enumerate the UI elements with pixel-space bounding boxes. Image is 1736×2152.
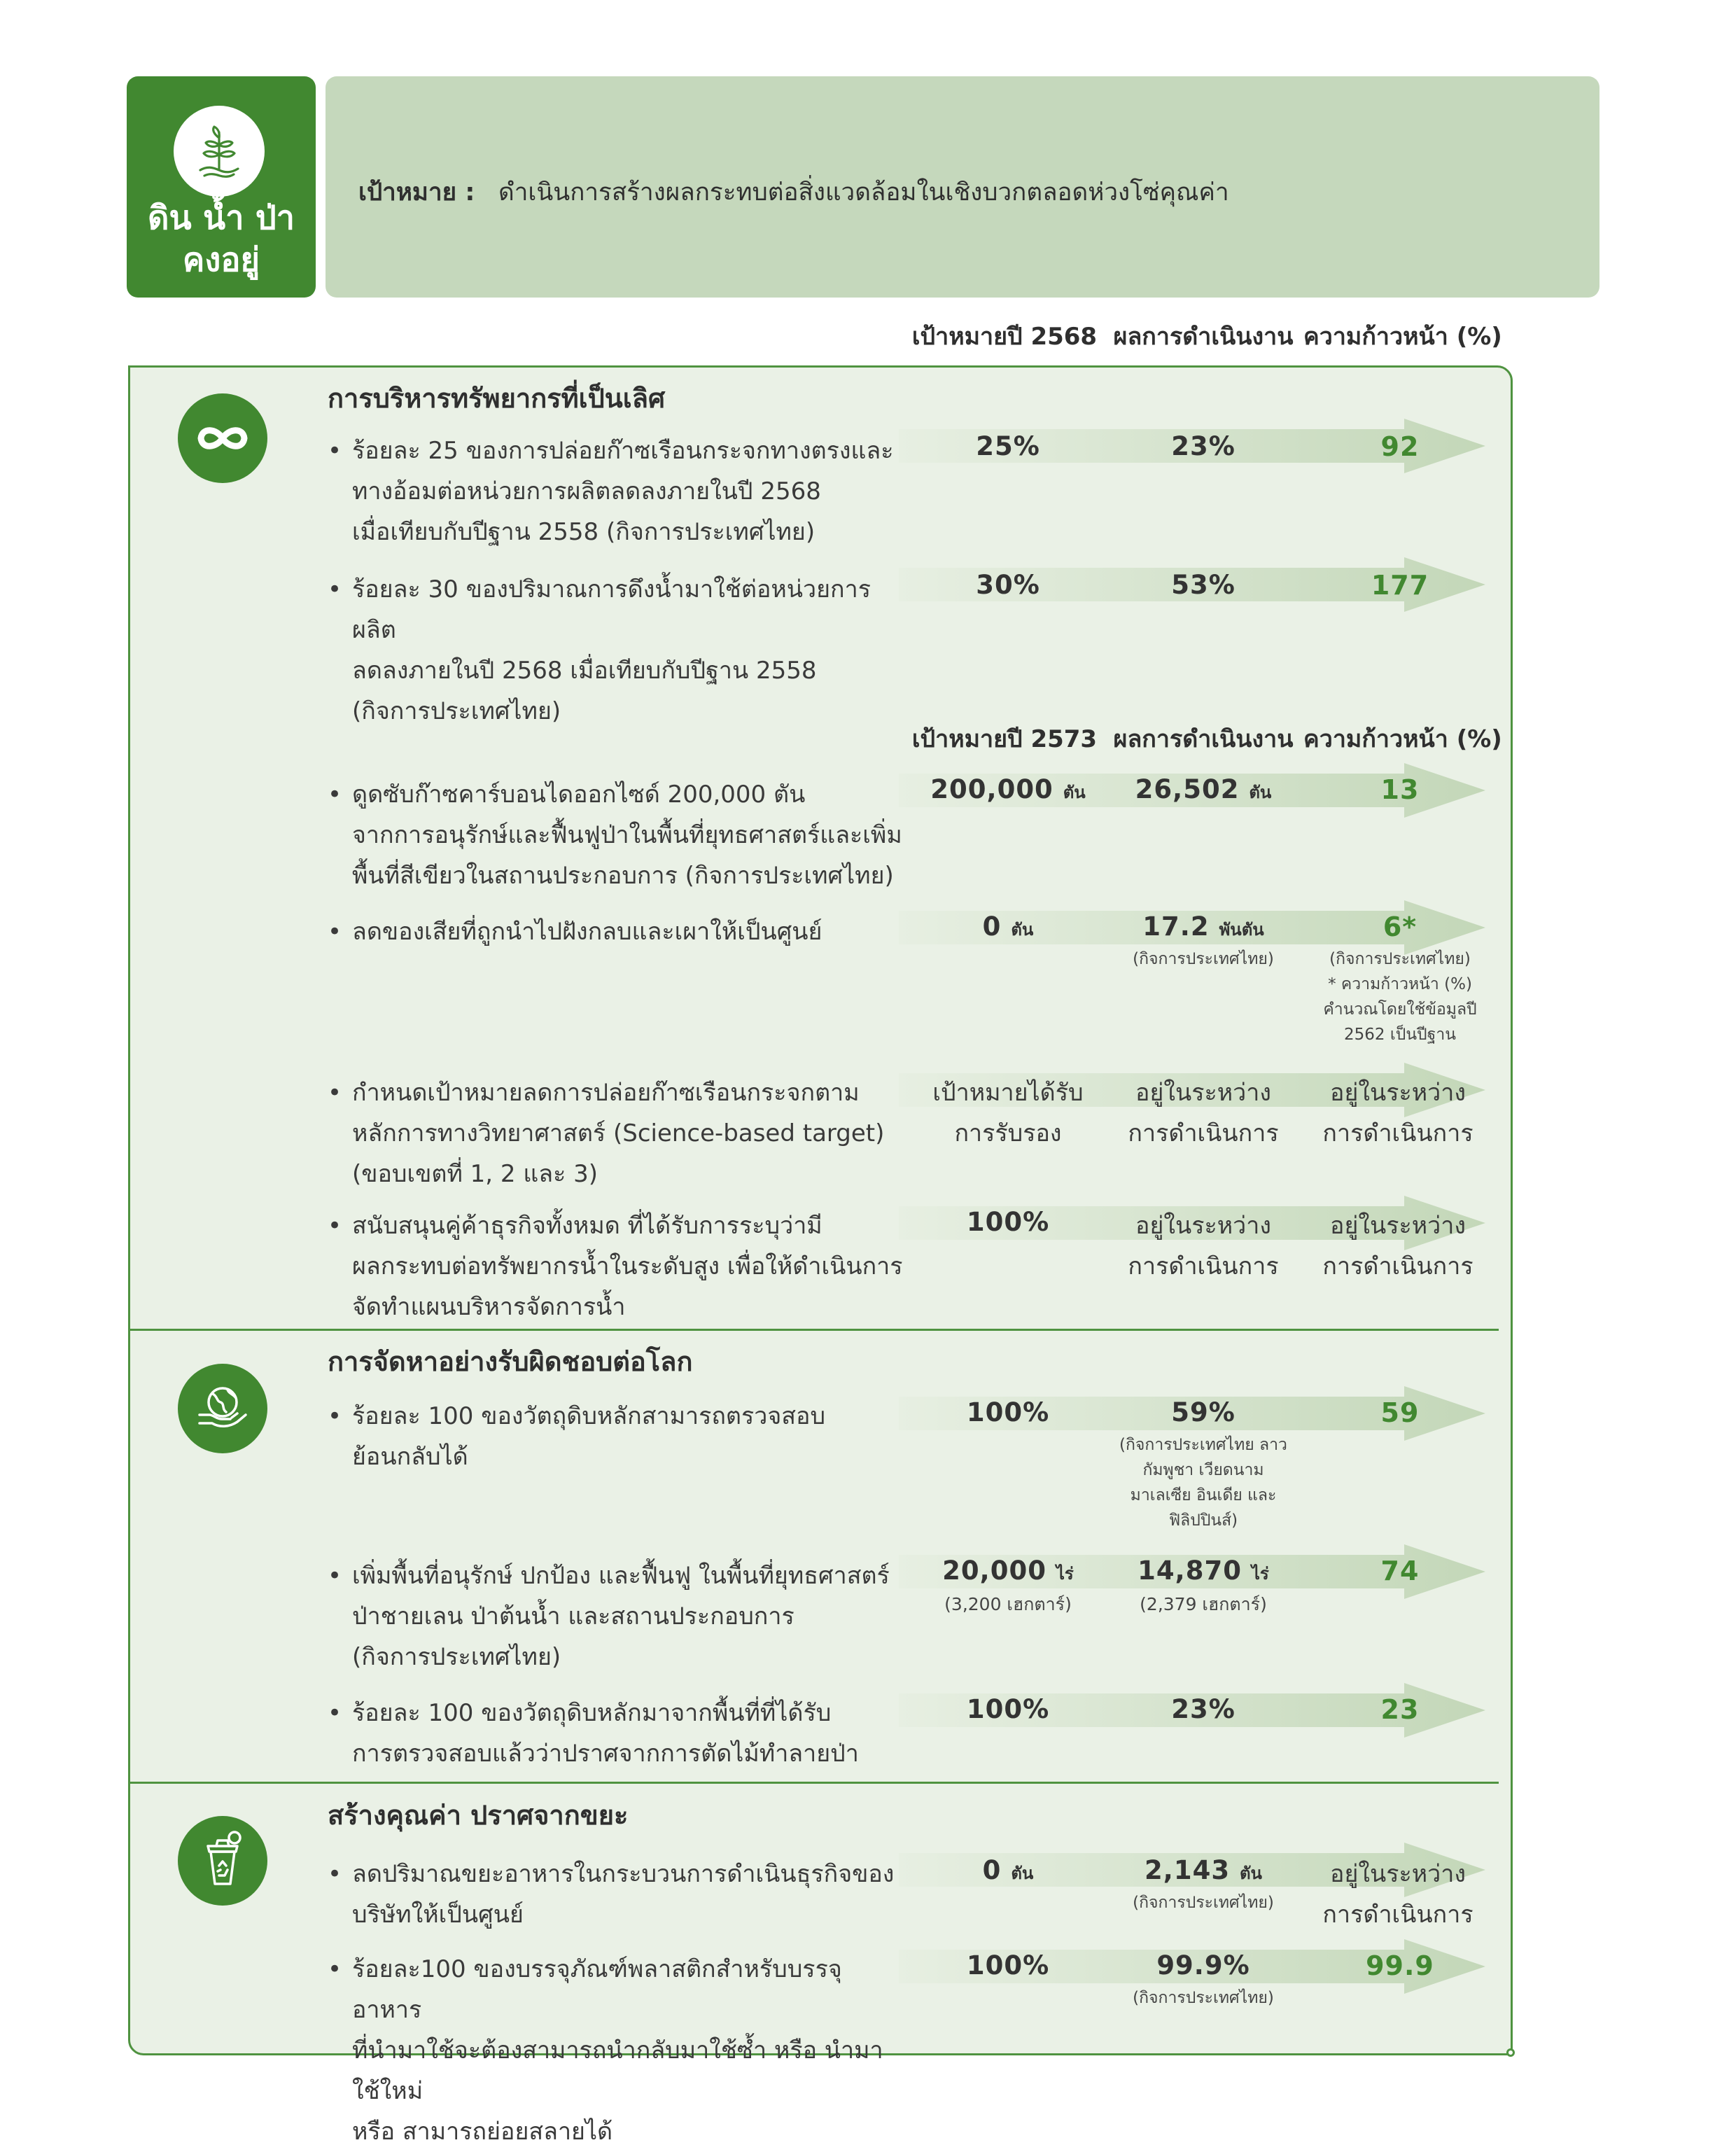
description-line: สนับสนุนคู่ค้าธุรกิจทั้งหมด ที่ได้รับการระบุว่ามี bbox=[352, 1212, 822, 1240]
column-header-progress: ความก้าวหน้า (%) bbox=[1303, 725, 1502, 753]
target-value: 100% bbox=[966, 1694, 1050, 1724]
description-line: หรือ สามารถย่อยสลายได้ bbox=[352, 2118, 613, 2146]
result-note bbox=[1112, 946, 1295, 972]
description-line: บริษัทให้เป็นศูนย์ bbox=[352, 1901, 524, 1929]
target-number: 20,000 bbox=[942, 1556, 1046, 1586]
description-line: ดูดซับก๊าซคาร์บอนไดออกไซด์ 200,000 ตัน bbox=[352, 781, 806, 809]
target-description bbox=[352, 1693, 905, 1774]
progress-value: 23 bbox=[1380, 1694, 1420, 1725]
status-line: อยู่ในระหว่าง bbox=[1330, 1212, 1466, 1240]
result-value: 23% bbox=[1171, 1694, 1236, 1724]
target-description bbox=[352, 911, 905, 952]
target-description bbox=[352, 569, 905, 732]
progress-value: 6* bbox=[1382, 911, 1418, 942]
result-unit: ไร่ bbox=[1251, 1564, 1269, 1584]
description-line: ลดลงภายในปี 2568 เมื่อเทียบกับปีฐาน 2558 bbox=[352, 657, 817, 685]
result-note bbox=[1105, 1432, 1302, 1533]
progress-value: 177 bbox=[1371, 570, 1429, 601]
bullet: • bbox=[328, 1699, 342, 1727]
result-status bbox=[1112, 1206, 1295, 1287]
description-line: (ขอบเขตที่ 1, 2 และ 3) bbox=[352, 1160, 598, 1188]
progress-status bbox=[1303, 1206, 1492, 1287]
description-line: จัดทำแผนบริหารจัดการน้ำ bbox=[352, 1293, 626, 1321]
description-line: ลดปริมาณขยะอาหารในกระบวนการดำเนินธุรกิจของ bbox=[352, 1860, 895, 1888]
description-line: ที่นำมาใช้จะต้องสามารถนำกลับมาใช้ซ้ำ หรือ นำมาใช้ใหม่ bbox=[352, 2036, 883, 2105]
result-number: 14,870 bbox=[1138, 1556, 1242, 1586]
result-value: 59% bbox=[1171, 1397, 1236, 1427]
column-header-target-2573: เป้าหมายปี 2573 bbox=[911, 725, 1098, 753]
section-title-responsible-sourcing: การจัดหาอย่างรับผิดชอบต่อโลก bbox=[328, 1346, 693, 1377]
description-line: ผลกระทบต่อทรัพยากรน้ำในระดับสูง เพื่อให้ดำเนินการ bbox=[352, 1252, 903, 1280]
target-unit: ตัน bbox=[1011, 1864, 1034, 1883]
result-number: 2,143 bbox=[1144, 1855, 1231, 1885]
description-line: เพิ่มพื้นที่อนุรักษ์ ปกป้อง และฟื้นฟู ในพื้นที่ยุทธศาสตร์ bbox=[352, 1562, 890, 1590]
result-value bbox=[1112, 774, 1295, 806]
status-line: การดำเนินการ bbox=[1128, 1119, 1279, 1147]
bullet: • bbox=[328, 1402, 342, 1430]
status-line: การดำเนินการ bbox=[1128, 1252, 1279, 1280]
target-unit: ไร่ bbox=[1056, 1564, 1074, 1584]
target-number: 0 bbox=[982, 1855, 1002, 1885]
result-value: 53% bbox=[1171, 570, 1236, 600]
result-note: (กิจการประเทศไทย) bbox=[1133, 1989, 1274, 2007]
section-divider bbox=[128, 1329, 1499, 1331]
status-line: อยู่ในระหว่าง bbox=[1330, 1860, 1466, 1888]
result-note: (กิจการประเทศไทย) bbox=[1133, 1894, 1274, 1912]
target-description bbox=[352, 774, 905, 896]
infinity-icon bbox=[178, 393, 267, 483]
description-line: พื้นที่สีเขียวในสถานประกอบการ (กิจการประเทศไทย) bbox=[352, 862, 894, 890]
description-line: ป่าชายเลน ป่าต้นน้ำ และสถานประกอบการ bbox=[352, 1602, 794, 1630]
bullet: • bbox=[328, 1562, 342, 1590]
target-description bbox=[352, 1556, 905, 1677]
target-value: 25% bbox=[976, 431, 1040, 461]
bullet: • bbox=[328, 1860, 342, 1888]
target-value: 100% bbox=[966, 1207, 1050, 1237]
target-value bbox=[910, 1855, 1106, 1887]
column-header-result: ผลการดำเนินงาน bbox=[1113, 323, 1294, 351]
bullet: • bbox=[328, 437, 342, 465]
target-description bbox=[352, 1206, 905, 1327]
result-unit: พันตัน bbox=[1219, 920, 1264, 939]
target-value bbox=[910, 774, 1106, 806]
section-title-zero-waste: สร้างคุณค่า ปราศจากขยะ bbox=[328, 1800, 629, 1831]
progress-status bbox=[1303, 1072, 1492, 1154]
status-line: เป้าหมายได้รับ bbox=[932, 1079, 1084, 1107]
target-description bbox=[352, 431, 905, 552]
progress-value: 59 bbox=[1380, 1397, 1420, 1428]
description-line: จากการอนุรักษ์และฟื้นฟูป่าในพื้นที่ยุทธศาสตร์และเพิ่ม bbox=[352, 821, 902, 849]
result-value: 23% bbox=[1171, 431, 1236, 461]
badge-title-line2: คงอยู่ bbox=[182, 241, 260, 279]
result-number: 17.2 bbox=[1142, 911, 1210, 942]
note-line: (กิจการประเทศไทย) bbox=[1133, 950, 1274, 968]
note-line: (กิจการประเทศไทย) bbox=[1329, 950, 1471, 968]
result-number: 26,502 bbox=[1135, 774, 1240, 804]
progress-value: 99.9 bbox=[1366, 1950, 1434, 1981]
description-line: กำหนดเป้าหมายลดการปล่อยก๊าซเรือนกระจกตาม bbox=[352, 1079, 860, 1107]
result-note: (2,379 เฮกตาร์) bbox=[1140, 1594, 1267, 1614]
globe-in-hand-icon bbox=[178, 1364, 267, 1453]
bullet: • bbox=[328, 1955, 342, 1983]
column-header-target-2568: เป้าหมายปี 2568 bbox=[911, 323, 1098, 351]
target-status bbox=[910, 1072, 1106, 1154]
status-line: อยู่ในระหว่าง bbox=[1330, 1079, 1466, 1107]
progress-value: 92 bbox=[1380, 431, 1420, 462]
target-value: 100% bbox=[966, 1397, 1050, 1427]
column-header-progress: ความก้าวหน้า (%) bbox=[1303, 323, 1502, 351]
bullet: • bbox=[328, 781, 342, 809]
note-line: มาเลเซีย อินเดีย และ bbox=[1130, 1486, 1277, 1504]
result-unit: ตัน bbox=[1239, 1864, 1262, 1883]
section-divider bbox=[128, 1782, 1499, 1784]
status-line: การดำเนินการ bbox=[1322, 1901, 1474, 1929]
result-status bbox=[1112, 1072, 1295, 1154]
description-line: ร้อยละ 25 ของการปล่อยก๊าซเรือนกระจกทางตรงและ bbox=[352, 437, 894, 465]
target-note: (3,200 เฮกตาร์) bbox=[944, 1594, 1072, 1614]
result-value bbox=[1112, 1855, 1295, 1887]
target-description bbox=[352, 1072, 905, 1194]
panel-corner-dot bbox=[1506, 2048, 1515, 2057]
target-description bbox=[352, 1949, 905, 2152]
target-value: 30% bbox=[976, 570, 1040, 600]
target-number: 200,000 bbox=[930, 774, 1054, 804]
bullet: • bbox=[328, 575, 342, 603]
description-line: ร้อยละ 30 ของปริมาณการดึงน้ำมาใช้ต่อหน่วยการผลิต bbox=[352, 575, 871, 644]
progress-value: 13 bbox=[1380, 774, 1420, 805]
progress-value: 74 bbox=[1380, 1556, 1420, 1586]
target-value bbox=[910, 911, 1106, 943]
description-line: ทางอ้อมต่อหน่วยการผลิตลดลงภายในปี 2568 bbox=[352, 477, 821, 505]
section-title-resource-management: การบริหารทรัพยากรที่เป็นเลิศ bbox=[328, 383, 666, 414]
status-line: การรับรอง bbox=[954, 1119, 1062, 1147]
target-unit: ตัน bbox=[1063, 783, 1086, 802]
target-value bbox=[910, 1556, 1106, 1587]
progress-status bbox=[1303, 1854, 1492, 1935]
result-unit: ตัน bbox=[1249, 783, 1272, 802]
badge-title-line1: ดิน น้ำ ป่า bbox=[147, 199, 295, 237]
badge-title bbox=[127, 197, 316, 281]
description-line: ร้อยละ 100 ของวัตถุดิบหลักสามารถตรวจสอบ bbox=[352, 1402, 826, 1430]
description-line: (กิจการประเทศไทย) bbox=[352, 1643, 561, 1671]
status-line: การดำเนินการ bbox=[1322, 1119, 1474, 1147]
target-description bbox=[352, 1396, 905, 1477]
plant-icon bbox=[174, 106, 265, 197]
status-line: อยู่ในระหว่าง bbox=[1135, 1212, 1271, 1240]
result-value: 99.9% bbox=[1156, 1950, 1250, 1980]
goal-text: ดำเนินการสร้างผลกระทบต่อสิ่งแวดล้อมในเชิงบวกตลอดห่วงโซ่คุณค่า bbox=[498, 179, 1229, 207]
target-description bbox=[352, 1854, 905, 1935]
progress-note bbox=[1302, 946, 1498, 1047]
note-line: 2562 เป็นปีฐาน bbox=[1344, 1026, 1456, 1044]
description-line: เมื่อเทียบกับปีฐาน 2558 (กิจการประเทศไทย) bbox=[352, 518, 816, 546]
note-line: (กิจการประเทศไทย ลาว bbox=[1119, 1436, 1287, 1454]
target-number: 0 bbox=[982, 911, 1002, 942]
result-value bbox=[1112, 911, 1295, 943]
description-line: ลดของเสียที่ถูกนำไปฝังกลบและเผาให้เป็นศูนย์ bbox=[352, 918, 822, 946]
status-line: อยู่ในระหว่าง bbox=[1135, 1079, 1271, 1107]
target-unit: ตัน bbox=[1011, 920, 1034, 939]
note-line: กัมพูชา เวียดนาม bbox=[1142, 1461, 1264, 1479]
bullet: • bbox=[328, 1212, 342, 1240]
description-line: ย้อนกลับได้ bbox=[352, 1443, 468, 1471]
note-line: คำนวณโดยใช้ข้อมูลปี bbox=[1323, 1000, 1477, 1019]
description-line: หลักการทางวิทยาศาสตร์ (Science-based target) bbox=[352, 1119, 885, 1147]
note-line: * ความก้าวหน้า (%) bbox=[1328, 975, 1472, 993]
description-line: ร้อยละ 100 ของวัตถุดิบหลักมาจากพื้นที่ที่ได้รับ bbox=[352, 1699, 832, 1727]
bullet: • bbox=[328, 1079, 342, 1107]
target-value: 100% bbox=[966, 1950, 1050, 1980]
description-line: (กิจการประเทศไทย) bbox=[352, 697, 561, 725]
result-value bbox=[1112, 1556, 1295, 1587]
note-line: ฟิลิปปินส์) bbox=[1168, 1511, 1238, 1530]
goal-label: เป้าหมาย : bbox=[358, 179, 475, 207]
status-line: การดำเนินการ bbox=[1322, 1252, 1474, 1280]
column-header-result: ผลการดำเนินงาน bbox=[1113, 725, 1294, 753]
description-line: การตรวจสอบแล้วว่าปราศจากการตัดไม้ทำลายป่า bbox=[352, 1740, 859, 1768]
bullet: • bbox=[328, 918, 342, 946]
description-line: ร้อยละ100 ของบรรจุภัณฑ์พลาสติกสำหรับบรรจุอาหาร bbox=[352, 1955, 842, 2024]
recycle-cup-icon bbox=[178, 1816, 267, 1906]
